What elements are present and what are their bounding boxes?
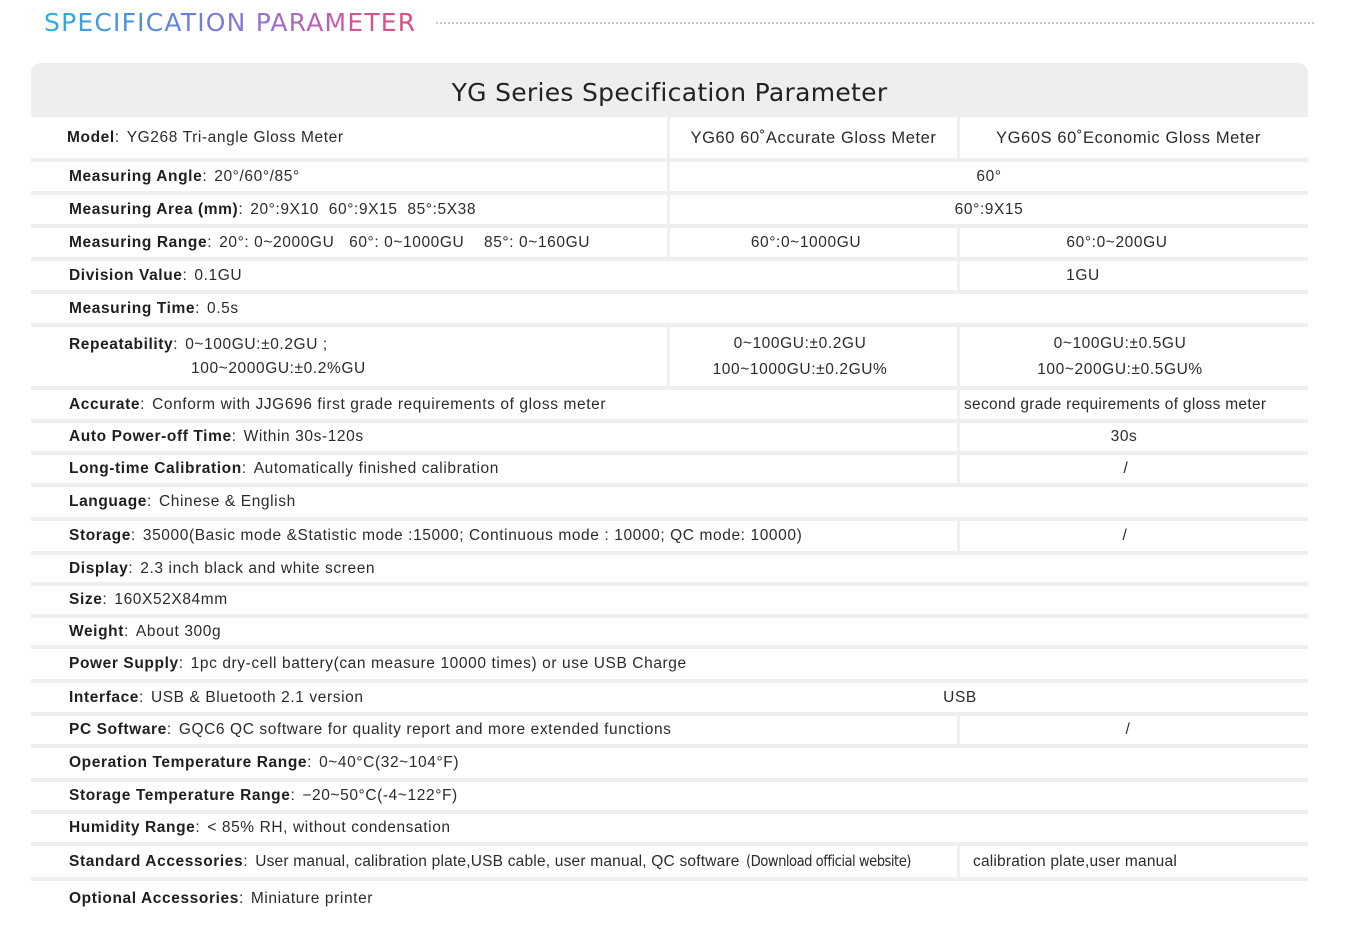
row-label: Display (69, 559, 129, 577)
row-value: Within 30s-120s (243, 428, 364, 445)
row-value: 20°/60°/85° (214, 167, 300, 185)
row-label: Long-time Calibration (69, 460, 242, 477)
row-label: Measuring Angle (69, 167, 203, 185)
row-value: 20°:9X10 60°:9X15 85°:5X38 (250, 200, 477, 218)
row-label: Size (69, 591, 103, 608)
model-cell: Model : YG268 Tri-angle Gloss Meter (67, 128, 344, 146)
row-value: 35000(Basic mode &Statistic mode :15000; Continuous mode : 10000; QC mode: 10000) (142, 527, 803, 544)
yg60-value: 60°:0~1000GU (750, 233, 862, 251)
row-value: 160X52X84mm (114, 591, 228, 608)
table-row: Standard Accessories : User manual, calibration plate,USB cable, user manual, QC software (Download official website) calibration plate,user manual (31, 846, 1308, 881)
row-label: Measuring Time (69, 299, 196, 317)
row-label: Optional Accessories (69, 889, 239, 907)
yg60s-value: calibration plate,user manual (973, 852, 1177, 870)
row-label: Power Supply (69, 655, 179, 672)
table-row: Storage : 35000(Basic mode &Statistic mode :15000; Continuous mode : 10000; QC mode: 10000) / (31, 521, 1308, 555)
column-header-yg60s: YG60S 60˚Economic Gloss Meter (996, 128, 1261, 147)
table-title: YG Series Specification Parameter (451, 77, 888, 107)
table-row: Display : 2.3 inch black and white screen (31, 555, 1308, 586)
row-value: 100~2000GU:±0.2%GU (191, 359, 366, 377)
row-value: 1pc dry-cell battery(can measure 10000 times) or use USB Charge (190, 655, 687, 672)
table-row: Measuring Angle : 20°/60°/85° 60° (31, 162, 1308, 195)
table-header-bar (31, 63, 1308, 117)
row-label: Language (69, 493, 148, 510)
row-value: USB & Bluetooth 2.1 version (150, 688, 364, 706)
row-value: User manual, calibration plate,USB cable, user manual, QC software (255, 852, 740, 870)
table-row: Auto Power-off Time : Within 30s-120s 30s (31, 423, 1308, 455)
table-row: Measuring Range : 20°: 0~2000GU 60°: 0~1000GU 85°: 0~160GU 60°:0~1000GU 60°:0~200GU (31, 228, 1308, 261)
row-value: 2.3 inch black and white screen (140, 559, 376, 577)
yg60s-value: / (1123, 460, 1129, 477)
row-value: < 85% RH, without condensation (207, 819, 451, 836)
yg60s-value: / (1125, 721, 1131, 738)
table-row: Size : 160X52X84mm (31, 586, 1308, 618)
model-label: Model (67, 128, 115, 146)
row-label: Standard Accessories (69, 852, 244, 870)
row-value: 0.1GU (194, 266, 243, 284)
table-row: Interface : USB & Bluetooth 2.1 version USB (31, 683, 1308, 716)
model-value: YG268 Tri-angle Gloss Meter (126, 128, 344, 146)
row-value: 0~40°C(32~104°F) (319, 754, 460, 771)
row-value: GQC6 QC software for quality report and more extended functions (178, 721, 672, 738)
table-row: Language : Chinese & English (31, 487, 1308, 521)
row-value: −20~50°C(-4~122°F) (302, 787, 458, 804)
row-label: Humidity Range (69, 819, 196, 836)
row-label: Weight (69, 622, 124, 640)
table-row: Repeatability: 0~100GU:±0.2GU ; 100~2000GU:±0.2%GU 0~100GU:±0.2GU 100~1000GU:±0.2GU% 0~100GU:±0.5GU 100~200GU:±0.5GU% (31, 327, 1308, 390)
section-header (44, 4, 1314, 40)
row-value: 20°: 0~2000GU 60°: 0~1000GU 85°: 0~160GU (219, 233, 591, 251)
table-row: Accurate : Conform with JJG696 first grade requirements of gloss meter second grade requirements of gloss meter (31, 390, 1308, 423)
row-label: Repeatability (69, 335, 174, 353)
table-row: Operation Temperature Range : 0~40°C(32~104°F) (31, 748, 1308, 782)
row-label: Division Value (69, 266, 183, 284)
table-row: Division Value : 0.1GU 1GU (31, 261, 1308, 294)
row-label: Auto Power-off Time (69, 428, 232, 445)
row-label: Operation Temperature Range (69, 754, 308, 771)
row-label: PC Software (69, 721, 167, 738)
table-row: Measuring Time : 0.5s (31, 294, 1308, 327)
shared-value: 60°:9X15 (954, 200, 1024, 218)
row-value: Miniature printer (250, 889, 374, 907)
yg60s-value: / (1122, 527, 1128, 544)
section-title: SPECIFICATION PARAMETER (44, 8, 417, 37)
yg60s-value: 60°:0~200GU (1066, 233, 1168, 251)
row-value: Automatically finished calibration (253, 460, 499, 477)
yg60-value: 0~100GU:±0.2GU 100~1000GU:±0.2GU% (712, 334, 888, 378)
row-value-note: (Download official website) (745, 852, 911, 870)
row-value: Conform with JJG696 first grade requirements of gloss meter (152, 395, 607, 413)
row-value: 0.5s (207, 299, 239, 317)
table-row: Storage Temperature Range : −20~50°C(-4~122°F) (31, 782, 1308, 814)
yg60s-value: 1GU (1066, 266, 1100, 284)
yg60s-value: 30s (1110, 428, 1138, 445)
table-row: Humidity Range : < 85% RH, without condensation (31, 814, 1308, 846)
table-row: Power Supply : 1pc dry-cell battery(can measure 10000 times) or use USB Charge (31, 649, 1308, 683)
row-label: Accurate (69, 395, 141, 413)
yg60s-value: 0~100GU:±0.5GU 100~200GU:±0.5GU% (1037, 334, 1203, 378)
table-row: PC Software : GQC6 QC software for quality report and more extended functions / (31, 716, 1308, 748)
row-value: Chinese & English (158, 493, 296, 510)
row-label: Measuring Area (mm) (69, 200, 239, 218)
table-row: Long-time Calibration : Automatically finished calibration / (31, 455, 1308, 487)
row-value: About 300g (135, 622, 222, 640)
spec-table (31, 63, 1308, 916)
shared-value: 60° (976, 167, 1002, 185)
yg60s-value: second grade requirements of gloss meter (964, 395, 1267, 413)
dotted-divider (436, 22, 1314, 24)
row-label: Storage (69, 527, 131, 544)
row-label: Storage Temperature Range (69, 787, 291, 804)
table-row-model (31, 117, 1308, 162)
row-label: Interface (69, 688, 140, 706)
shared-value: USB (943, 688, 977, 706)
table-row: Measuring Area (mm) : 20°:9X10 60°:9X15 85°:5X38 60°:9X15 (31, 195, 1308, 228)
column-header-yg60: YG60 60˚Accurate Gloss Meter (690, 128, 937, 147)
row-label: Measuring Range (69, 233, 208, 251)
row-value: 0~100GU:±0.2GU ; (185, 335, 328, 353)
table-row: Weight : About 300g (31, 618, 1308, 649)
table-row: Optional Accessories : Miniature printer (69, 889, 374, 907)
